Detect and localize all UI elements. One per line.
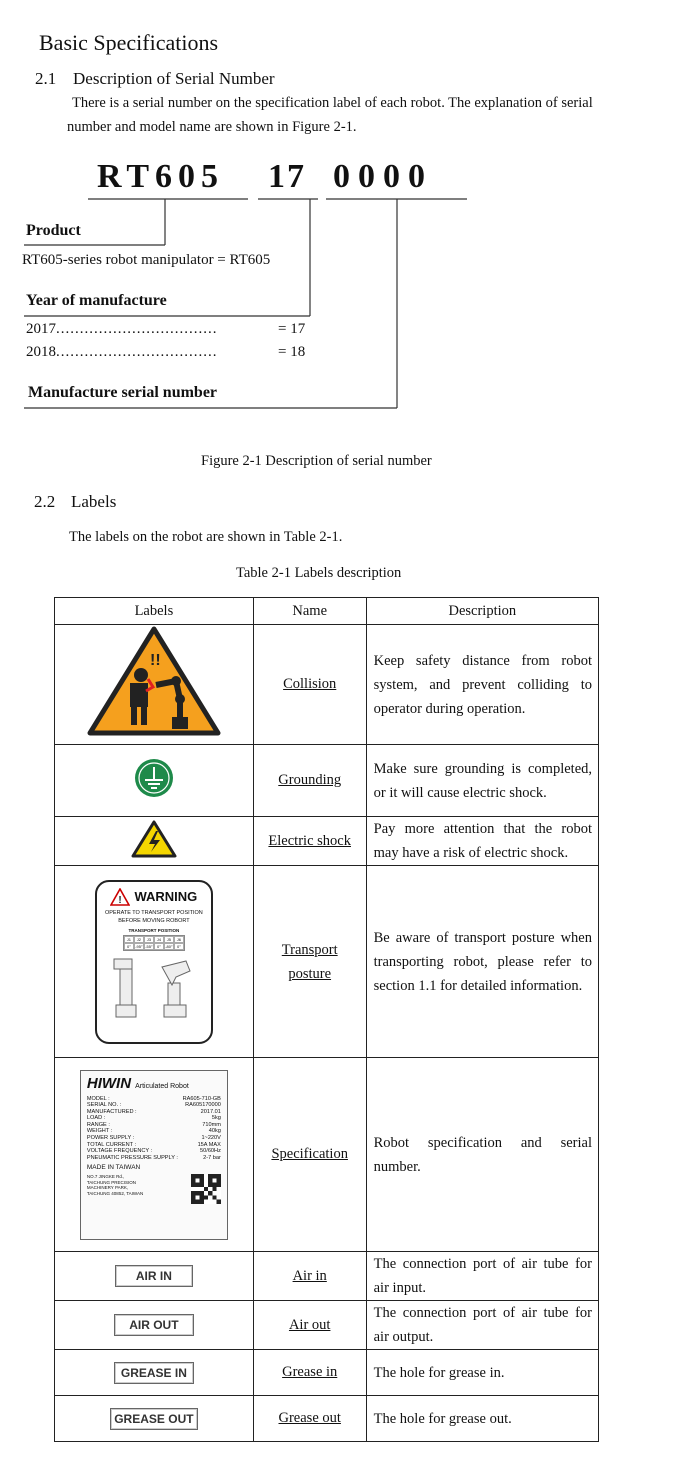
grease-in-plate: GREASE IN <box>114 1362 194 1384</box>
serial-part-year: 17 <box>268 158 306 195</box>
page-title: Basic Specifications <box>39 30 219 55</box>
row-name: Specification <box>253 1058 366 1252</box>
spec-field-row <box>87 1122 221 1129</box>
serial-paragraph-line2: number and model name are shown in Figure 2-1. <box>67 119 357 135</box>
row-name: Air out <box>253 1301 366 1350</box>
serial-paragraph-line1: There is a serial number on the specification label of each robot. The explanation of serial <box>72 95 593 111</box>
svg-text:!!: !! <box>149 652 161 669</box>
spec-field-key: MANUFACTURED : <box>86 1108 137 1115</box>
axis-table: J1 J2 J3 J4 J5 J6 0° -95° -55° 0° -80° 0° <box>97 935 211 951</box>
grease-in-label-image <box>55 1350 254 1396</box>
table-header-row <box>55 598 599 625</box>
row-name: Air in <box>253 1252 366 1301</box>
product-heading: Product <box>26 222 81 239</box>
spec-field-row <box>87 1102 221 1109</box>
year-label: 2018 <box>26 344 56 360</box>
product-line: RT605-series robot manipulator = RT605 <box>22 252 271 268</box>
spec-field-row <box>87 1109 221 1116</box>
air-in-label-image <box>55 1252 254 1301</box>
table-row <box>55 817 599 866</box>
spec-field-key: POWER SUPPLY : <box>86 1135 135 1142</box>
col-header-labels: Labels <box>55 598 254 625</box>
year-row-2018: 2018.................................. <box>26 344 218 360</box>
spec-field-value: RA605170000 <box>185 1102 221 1109</box>
table-row <box>55 1350 599 1396</box>
warning-triangle-icon <box>110 888 130 906</box>
table-caption: Table 2-1 Labels description <box>236 565 402 581</box>
serial-part-sequence: 0000 <box>333 158 433 195</box>
year-row-2017: 2017.................................. <box>26 321 218 337</box>
table-row <box>55 1058 599 1252</box>
col-header-name: Name <box>253 598 366 625</box>
labels-table <box>54 597 599 1442</box>
spec-field-value: 2017.01 <box>200 1108 221 1115</box>
serial-part-model: RT605 <box>97 158 225 195</box>
spec-field-value: 1~220V <box>201 1135 221 1142</box>
row-description: Make sure grounding is completed, or it will cause electric shock. <box>366 745 598 817</box>
col-header-description: Description <box>366 598 598 625</box>
spec-field-row <box>87 1115 221 1122</box>
air-out-label-image <box>55 1301 254 1350</box>
row-description: The hole for grease in. <box>366 1350 598 1396</box>
air-out-plate: AIR OUT <box>114 1314 193 1336</box>
serial-connector-lines <box>0 150 675 420</box>
row-name: Transport posture <box>253 866 366 1058</box>
row-name: Electric shock <box>253 817 366 866</box>
spec-field-value: 710mm <box>202 1121 221 1128</box>
spec-field-key: TOTAL CURRENT : <box>86 1141 137 1148</box>
transport-label-image <box>55 866 254 1058</box>
warning-line3: TRANSPORT POSITION <box>128 927 180 933</box>
grease-out-plate: GREASE OUT <box>110 1408 197 1430</box>
spec-field-row <box>87 1142 221 1149</box>
row-name: Grease out <box>253 1396 366 1442</box>
serial-number-figure <box>0 150 675 420</box>
table-row <box>55 1396 599 1442</box>
collision-label-image <box>55 625 254 745</box>
svg-text:!: ! <box>118 894 123 906</box>
figure-caption: Figure 2-1 Description of serial number <box>201 453 432 469</box>
spec-field-value: RA605-710-GB <box>182 1095 221 1102</box>
spec-field-key: WEIGHT : <box>86 1128 113 1135</box>
spec-field-value: 40kg <box>208 1128 221 1135</box>
address-block: NO.7 JINGKE Rd., TAICHUNG PRECISION MACHINERY PARK, TAICHUNG 40852, TAIWAN <box>86 1174 144 1196</box>
qr-code-icon <box>191 1174 221 1204</box>
grease-out-label-image <box>55 1396 254 1442</box>
row-name: Grounding <box>253 745 366 817</box>
spec-field-value: 50/60Hz <box>200 1148 221 1155</box>
robot-posture-icon <box>104 955 204 1021</box>
year-value-17: = 17 <box>278 321 306 337</box>
row-name: Collision <box>253 625 366 745</box>
made-in: MADE IN TAIWAN <box>86 1164 141 1172</box>
specification-label-image <box>55 1058 254 1252</box>
row-description: Robot specification and serial number. <box>366 1058 598 1252</box>
warning-line1: OPERATE TO TRANSPORT POSITION <box>104 909 203 916</box>
row-name: Grease in <box>253 1350 366 1396</box>
air-in-plate: AIR IN <box>115 1265 193 1287</box>
row-description: Be aware of transport posture when transporting robot, please refer to section 1.1 for detailed information. <box>366 866 598 1058</box>
row-description: The connection port of air tube for air input. <box>366 1252 598 1301</box>
spec-field-row <box>87 1128 221 1135</box>
ground-icon <box>134 758 174 798</box>
table-row <box>55 745 599 817</box>
section-2-2-number: 2.2 <box>34 492 56 511</box>
table-row <box>55 866 599 1058</box>
grounding-label-image <box>55 745 254 817</box>
electric-label-image <box>55 817 254 866</box>
warning-sticker <box>95 880 213 1044</box>
row-description: Keep safety distance from robot system, and prevent colliding to operator during operation. <box>366 625 598 745</box>
year-value-18: = 18 <box>278 344 306 360</box>
table-row <box>55 1252 599 1301</box>
spec-field-row <box>87 1096 221 1103</box>
spec-field-key: VOLTAGE FREQUENCY : <box>86 1148 153 1155</box>
row-description: Pay more attention that the robot may have a risk of electric shock. <box>366 817 598 866</box>
brand-logo: HIWIN <box>86 1074 132 1092</box>
spec-fields <box>87 1096 221 1162</box>
spec-field-value: 5kg <box>211 1115 221 1122</box>
collision-warning-icon <box>86 625 222 739</box>
year-label: 2017 <box>26 321 56 337</box>
spec-field-key: RANGE : <box>86 1121 110 1128</box>
electric-shock-icon <box>130 819 178 859</box>
spec-field-row <box>87 1148 221 1155</box>
warning-line2: BEFORE MOVING ROBORT <box>118 917 190 924</box>
row-description: The hole for grease out. <box>366 1396 598 1442</box>
section-2-1-number: 2.1 <box>35 69 57 88</box>
spec-field-row <box>87 1155 221 1162</box>
spec-plate <box>80 1070 228 1240</box>
spec-subtitle: Articulated Robot <box>135 1082 189 1090</box>
spec-field-value: 2-7 bar <box>203 1154 221 1161</box>
year-heading: Year of manufacture <box>26 292 167 309</box>
section-2-1-title: Description of Serial Number <box>73 69 275 88</box>
row-description: The connection port of air tube for air output. <box>366 1301 598 1350</box>
spec-field-row <box>87 1135 221 1142</box>
table-row <box>55 1301 599 1350</box>
spec-field-key: MODEL : <box>86 1095 110 1102</box>
table-row <box>55 625 599 745</box>
spec-field-key: SERIAL NO. : <box>86 1102 122 1109</box>
spec-field-key: PNEUMATIC PRESSURE SUPPLY : <box>86 1154 178 1161</box>
serial-heading: Manufacture serial number <box>28 384 218 401</box>
section-2-2-title: Labels <box>71 492 117 511</box>
labels-intro: The labels on the robot are shown in Table 2-1. <box>69 529 343 545</box>
spec-field-key: LOAD : <box>86 1115 106 1122</box>
spec-field-value: 15A MAX <box>197 1141 221 1148</box>
warning-title: WARNING <box>134 889 198 904</box>
